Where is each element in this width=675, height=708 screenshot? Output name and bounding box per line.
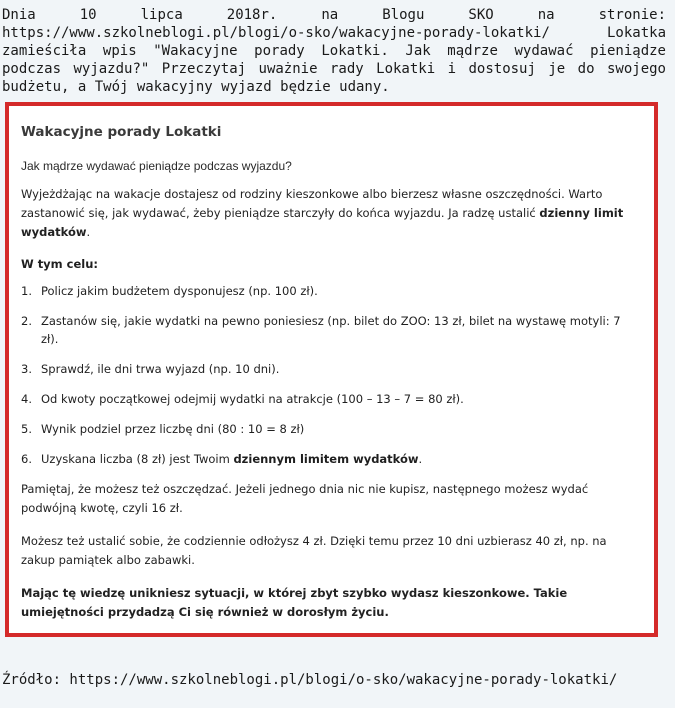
step-number: 5. [21, 422, 32, 436]
step-text: Sprawdź, ile dni trwa wyjazd (np. 10 dni). [41, 362, 280, 376]
daily-paragraph: Możesz też ustalić sobie, że codziennie odłożysz 4 zł. Dzięki temu przez 10 dni uzbierasz 40 zł, np. na zakup pamiątek albo zabawki. [21, 534, 607, 567]
steps-list [21, 282, 632, 468]
intro-paragraph: Dnia 10 lipca 2018r. na Blogu SKO na stronie: https://www.szkolneblogi.pl/blogi/o-sko/wakacyjne-porady-lokatki/ Lokatka zamieściła wpis "Wakacyjne porady Lokatki. Jak mądrze wydawać pieniądze podczas wyjazdu?" Przeczytaj uważnie rady Lokatki i dostosuj je do swojego budżetu, a Twój wakacyjny wyjazd będzie udany. [2, 7, 666, 95]
section-label: W tym celu: [21, 257, 99, 271]
step-text-end: . [418, 452, 423, 466]
step-number: 1. [21, 284, 32, 298]
step-text [41, 450, 632, 468]
card-intro-paragraph [21, 185, 632, 242]
list-item [21, 390, 632, 408]
source-line: Źródło: https://www.szkolneblogi.pl/blogi/o-sko/wakacyjne-porady-lokatki/ [2, 672, 618, 688]
step-text: Od kwoty początkowej odejmij wydatki na atrakcje (100 – 13 – 7 = 80 zł). [41, 392, 464, 406]
step-text-start: Uzyskana liczba (8 zł) jest Twoim [41, 452, 234, 466]
list-item [21, 282, 632, 300]
card-intro-text: Wyjeżdżając na wakacje dostajesz od rodziny kieszonkowe albo bierzesz własne oszczędności. Warto zastanowić się, jak wydawać, żeby pieniądze starczyły do końca wyjazdu. Ja radzę ustalić [21, 187, 603, 220]
step-text: Policz jakim budżetem dysponujesz (np. 100 zł). [41, 284, 318, 298]
card-subtitle: Jak mądrze wydawać pieniądze podczas wyjazdu? [21, 159, 292, 173]
advice-card [5, 102, 658, 637]
step-text: Zastanów się, jakie wydatki na pewno poniesiesz (np. bilet do ZOO: 13 zł, bilet na wystawę motyli: 7 zł). [41, 314, 621, 346]
list-item [21, 420, 632, 438]
list-item [21, 360, 632, 378]
card-intro-end: . [86, 225, 91, 239]
step-number: 3. [21, 362, 32, 376]
card-title: Wakacyjne porady Lokatki [21, 124, 222, 140]
save-paragraph: Pamiętaj, że możesz też oszczędzać. Jeżeli jednego dnia nic nie kupisz, następnego możesz wydać podwójną kwotę, czyli 16 zł. [21, 482, 589, 515]
step-text-bold: dziennym limitem wydatków [233, 452, 419, 466]
list-item [21, 312, 632, 348]
step-number: 6. [21, 452, 32, 466]
step-number: 2. [21, 314, 32, 328]
list-item [21, 450, 632, 468]
final-paragraph: Mając tę wiedzę unikniesz sytuacji, w której zbyt szybko wydasz kieszonkowe. Takie umiejętności przydadzą Ci się również w dorosłym życiu. [21, 586, 568, 619]
card-intro-bold: dzienny limit wydatków [21, 206, 624, 239]
step-number: 4. [21, 392, 32, 406]
step-text: Wynik podziel przez liczbę dni (80 : 10 = 8 zł) [41, 422, 305, 436]
